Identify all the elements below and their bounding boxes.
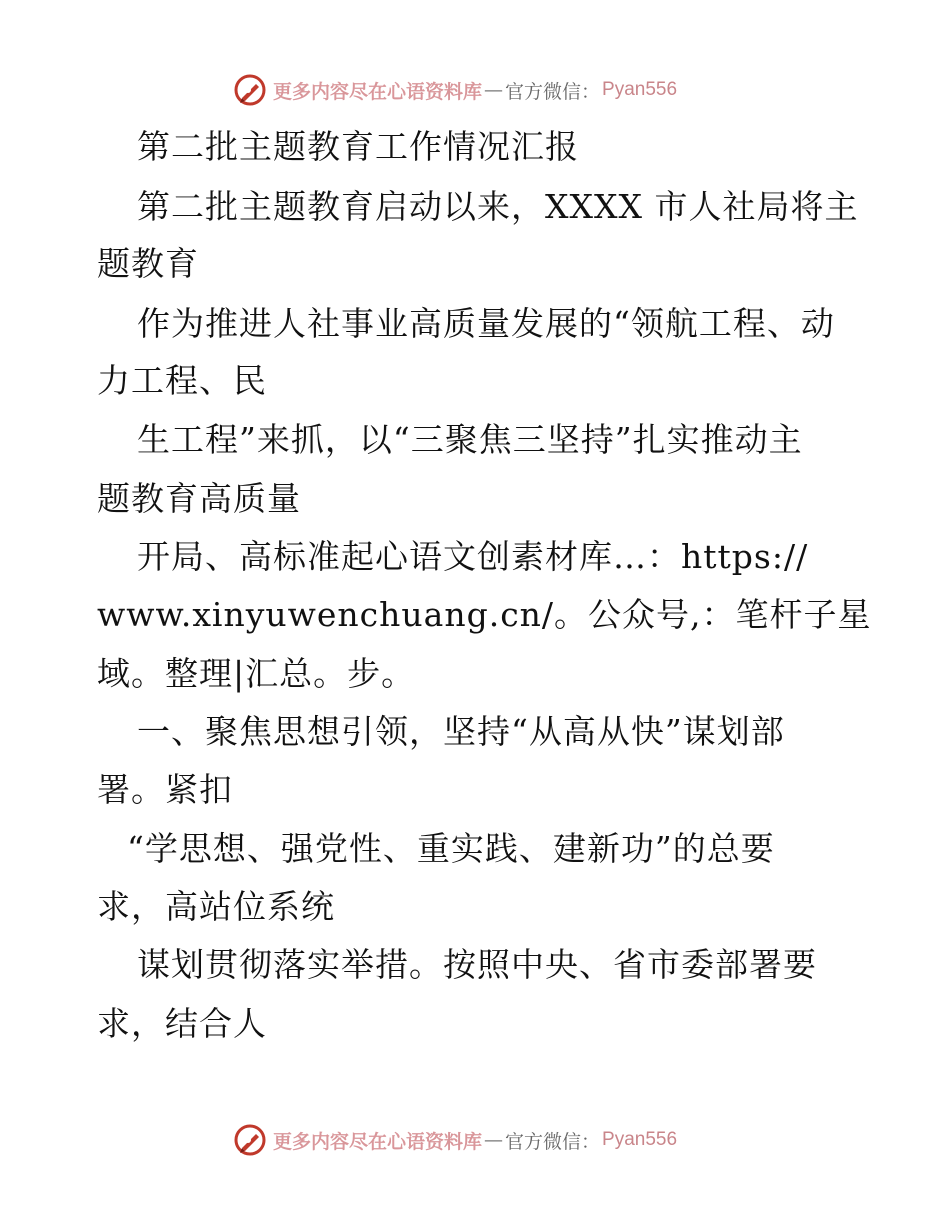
paragraph-line: 开局、高标准起心语文创素材库…：https:// xyxy=(137,537,809,576)
watermark-separator: — xyxy=(484,79,504,101)
watermark-label: 官方微信： xyxy=(505,80,601,103)
paragraph-line: “学思想、强党性、重实践、建新功”的总要 xyxy=(127,829,775,868)
paragraph-line: 力工程、民 xyxy=(97,361,267,400)
paragraph-line: www.xinyuwenchuang.cn/。公众号,：笔杆子星 xyxy=(97,595,872,634)
paragraph-line: 求，结合人 xyxy=(97,1004,267,1043)
watermark-wechat-id: Pyan556 xyxy=(602,1129,678,1150)
paragraph-line: 求，高站位系统 xyxy=(97,887,335,926)
watermark-wechat-id: Pyan556 xyxy=(602,79,678,100)
pen-logo-icon xyxy=(233,1123,267,1157)
section-heading: 一、聚焦思想引领，坚持“从高从快”谋划部 xyxy=(137,712,785,751)
paragraph-line: 谋划贯彻落实举措。按照中央、省市委部署要 xyxy=(137,945,817,984)
paragraph-line: 第二批主题教育启动以来，XXXX 市人社局将主 xyxy=(137,187,859,226)
watermark-separator: — xyxy=(484,1129,504,1151)
footer-watermark xyxy=(233,1122,677,1158)
watermark-site-text: 更多内容尽在心语资料库 xyxy=(273,1130,483,1153)
watermark-label: 官方微信： xyxy=(505,1130,601,1153)
paragraph-line: 题教育高质量 xyxy=(97,479,301,518)
document-title: 第二批主题教育工作情况汇报 xyxy=(137,127,579,166)
watermark-site-text: 更多内容尽在心语资料库 xyxy=(273,80,483,103)
paragraph-line: 题教育 xyxy=(97,244,199,283)
paragraph-line: 署。紧扣 xyxy=(97,770,233,809)
paragraph-line: 生工程”来抓，以“三聚焦三坚持”扎实推动主 xyxy=(137,420,803,459)
paragraph-line: 作为推进人社事业高质量发展的“领航工程、动 xyxy=(137,304,835,343)
paragraph-line: 域。整理|汇总。步。 xyxy=(97,654,416,693)
